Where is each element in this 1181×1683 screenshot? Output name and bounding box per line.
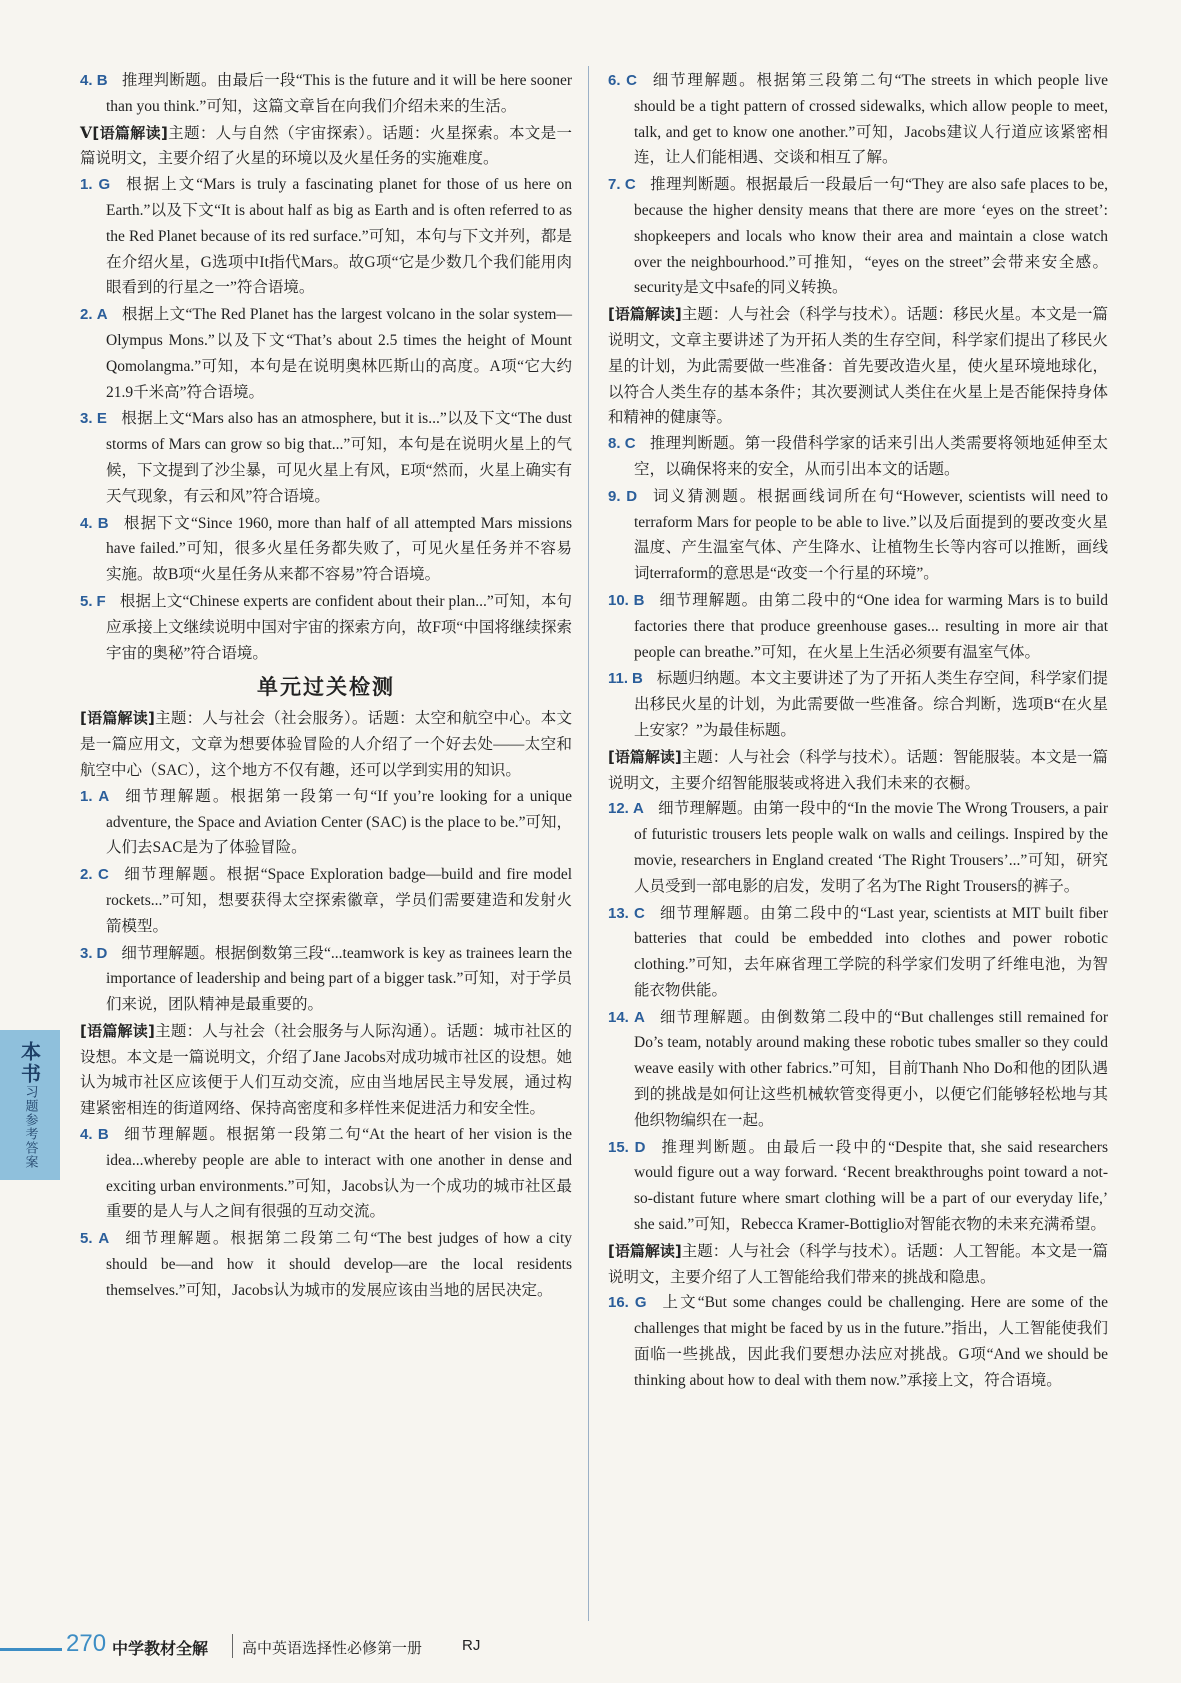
analysis-tag: [语篇解读] xyxy=(92,123,168,142)
explanation-text: 根据下文“Since 1960, more than half of all attempted Mars missions have failed.”可知，很多火星任务都失败了，可见火星任务并不容易实施。故B项“火星任务从来都不容易”符合语境。 xyxy=(106,514,572,584)
explanation-text: 细节理解题。由倒数第二段中的“But challenges still remained for Do’s team, notably around making these robotic tubes smaller so they could weave easily with other fabrics.”可知，目前Thanh Nho Do和他的团队遇到的挑战是如何让这些机械软管变得更小，以便它们能够轻松地与其他织物编织在一起。 xyxy=(634,1008,1109,1129)
question-number: 8. xyxy=(608,435,621,453)
answer-letter: C xyxy=(97,866,109,884)
passage-analysis xyxy=(80,1019,572,1122)
answer-item xyxy=(80,1226,572,1303)
question-number: 4. xyxy=(80,72,93,89)
answer-item xyxy=(80,172,572,301)
answer-item xyxy=(608,1290,1108,1393)
answer-letter: B xyxy=(631,670,643,688)
answer-item xyxy=(80,302,572,405)
explanation-text: 细节理解题。由第二段中的“One idea for warming Mars is to build factories there that produce greenhouse gases... resulting in more air that people can breathe.”可知，在火星上生活必须要有温室气体。 xyxy=(634,591,1109,661)
answer-letter: C xyxy=(624,435,636,453)
question-number: 5. xyxy=(80,592,93,610)
answer-letter: A xyxy=(96,306,108,324)
analysis-tag: [语篇解读] xyxy=(608,747,682,766)
answer-item xyxy=(608,588,1108,665)
explanation-text: 推理判断题。由最后一段“This is the future and it will be here sooner than you think.”可知，这篇文章旨在向我们介绍未来的生活。 xyxy=(106,72,573,115)
answer-item xyxy=(608,431,1108,483)
answer-item xyxy=(608,172,1108,301)
question-number: 2. xyxy=(80,306,93,324)
answer-item xyxy=(80,941,572,1018)
answer-letter: A xyxy=(98,1230,110,1248)
explanation-text: 细节理解题。根据第三段第二句“The streets in which people live should be a tight pattern of crossed sidewalks, which allow people to meet, talk, and get to know one another.”可知，Jacobs建议人行道应该紧密相连，让人们能相遇、交谈和相互了解。 xyxy=(634,72,1108,167)
answer-item xyxy=(80,406,572,509)
passage-analysis xyxy=(608,1239,1108,1291)
question-number: 5. xyxy=(80,1230,93,1248)
explanation-text: 推理判断题。由最后一段中的“Despite that, she said researchers would figure out a way forward. ‘Recent breakthroughs point toward a not-so-distant future where smart clothing will be a part of our everyday life,’ she said.”可知，Rebecca Kramer-Bottiglio对智能衣物的未来充满希望。 xyxy=(634,1138,1108,1234)
question-number: 1. xyxy=(80,787,93,805)
left-column xyxy=(80,68,572,1305)
explanation-text: 根据上文“Chinese experts are confident about their plan...”可知，本句应承接上文继续说明中国对宇宙的探索方向，故F项“中国将继续探索宇宙的奥秘”符合语境。 xyxy=(106,592,573,662)
answer-item xyxy=(608,484,1108,587)
explanation-text: 细节理解题。由第二段中的“Last year, scientists at MIT built fiber batteries that could be embedded into clothes and power robotic clothing.”可知，去年麻省理工学院的科学家们发明了纤维电池，为智能衣物供能。 xyxy=(634,904,1109,999)
answer-item xyxy=(608,666,1108,743)
question-number: 14. xyxy=(608,1008,629,1026)
side-tab-title: 本书 xyxy=(17,1041,42,1085)
answer-letter: F xyxy=(96,592,106,610)
book-edition: RJ xyxy=(462,1637,481,1654)
passage-analysis xyxy=(608,302,1108,431)
answer-item xyxy=(80,862,572,939)
book-title: 中学教材全解 xyxy=(112,1639,209,1658)
answer-letter: A xyxy=(633,800,644,818)
answer-letter: A xyxy=(633,1008,645,1026)
section-heading: 单元过关检测 xyxy=(257,675,395,700)
question-number: 4. xyxy=(80,1126,93,1144)
question-number: 3. xyxy=(80,944,93,962)
analysis-text: 主题：人与社会（社会服务与人际沟通）。话题：城市社区的设想。本文是一篇说明文，介绍了Jane Jacobs对成功城市社区的设想。她认为城市社区应该便于人们互动交流，应由当地居民主导发展，通过构建紧密相连的街道网络、保持高密度和多样性来促进活力和安全性。 xyxy=(80,1022,572,1118)
answer-letter: G xyxy=(98,176,111,194)
question-number: 10. xyxy=(608,591,629,609)
question-number: 12. xyxy=(608,800,629,818)
analysis-text: 主题：人与自然（宇宙探索）。话题：火星探索。本文是一篇说明文，主要介绍了火星的环境以及火星任务的实施难度。 xyxy=(80,124,572,168)
answer-letter: D xyxy=(626,487,638,505)
explanation-text: 推理判断题。根据最后一段最后一句“They are also safe places to be, because the higher density means that there are more ‘eyes on the street’: shopkeepers and locals who know their area and maintain a close watch over the neighbourhood.”可推知，“eyes on the street”会带来安全感。security是文中safe的同义转换。 xyxy=(634,176,1109,297)
passage-analysis xyxy=(80,706,572,783)
explanation-text: 根据上文“Mars also has an atmosphere, but it is...”以及下文“The dust storms of Mars can grow so big that...”可知，本句是在说明火星上的气候，下文提到了沙尘暴，可见火星上有风，E项“然而，火星上确实有天气现象，有云和风”符合语境。 xyxy=(106,410,572,505)
answer-item xyxy=(608,1005,1108,1134)
explanation-text: 细节理解题。根据第一段第一句“If you’re looking for a unique adventure, the Space and Aviation Center (SAC) is the place to be.”可知，人们去SAC是为了体验冒险。 xyxy=(106,787,572,857)
answer-item xyxy=(80,68,572,120)
question-number: 1. xyxy=(80,176,93,194)
answer-letter: D xyxy=(96,944,108,962)
answer-letter: B xyxy=(633,591,645,609)
answer-item xyxy=(80,1122,572,1225)
section-numeral: Ⅴ xyxy=(80,124,93,142)
answer-letter: G xyxy=(634,1294,647,1312)
analysis-text: 主题：人与社会（科学与技术）。话题：智能服装。本文是一篇说明文，主要介绍智能服装或将进入我们未来的衣橱。 xyxy=(608,748,1108,792)
answer-item xyxy=(80,784,572,861)
analysis-tag: [语篇解读] xyxy=(80,1021,155,1040)
answer-item xyxy=(608,68,1108,171)
explanation-text: 细节理解题。根据倒数第三段“...teamwork is key as trainees learn the importance of leadership and being part of a bigger task.”可知，对于学员们来说，团队精神是最重要的。 xyxy=(106,944,572,1014)
page-number: 270 xyxy=(66,1630,107,1657)
question-number: 3. xyxy=(80,410,93,428)
answer-letter: C xyxy=(626,72,638,89)
analysis-tag: [语篇解读] xyxy=(608,1241,682,1260)
answer-letter: D xyxy=(634,1138,646,1156)
answer-letter: A xyxy=(98,787,110,805)
answer-letter: E xyxy=(96,410,107,428)
passage-analysis xyxy=(608,745,1108,797)
answer-letter: C xyxy=(633,904,645,922)
question-number: 7. xyxy=(608,176,621,194)
analysis-text: 主题：人与社会（科学与技术）。话题：移民火星。本文是一篇说明文，文章主要讲述了为开拓人类的生存空间，科学家们提出了移民火星的计划，为此需要做一些准备：首先要改造火星，使火星环境地球化，以符合人类生存的基本条件；其次要测试人类住在火星上是否能保持身体和精神的健康等。 xyxy=(608,306,1108,427)
footer-separator xyxy=(232,1634,233,1658)
question-number: 9. xyxy=(608,487,621,505)
passage-analysis xyxy=(80,121,572,173)
answer-letter: B xyxy=(96,72,108,89)
question-number: 13. xyxy=(608,904,629,922)
answer-item xyxy=(80,511,572,588)
explanation-text: 推理判断题。第一段借科学家的话来引出人类需要将领地延伸至太空，以确保将来的安全，从而引出本文的话题。 xyxy=(634,435,1108,478)
explanation-text: 根据上文“The Red Planet has the largest volcano in the solar system—Olympus Mons.”以及下文“That’s about 2.5 times the height of Mount Qomolangma.”可知，本句是在说明奥林匹斯山的高度。A项“它大约21.9千米高”符合语境。 xyxy=(106,306,572,401)
explanation-text: 上文“But some changes could be challenging. Here are some of the challenges that might be faced by us in the future.”指出，人工智能使我们面临一些挑战，因此我们要想办法应对挑战。G项“And we should be thinking about how to deal with them now.”承接上文，符合语境。 xyxy=(634,1294,1108,1389)
answer-letter: C xyxy=(624,176,636,194)
question-number: 4. xyxy=(80,514,93,532)
question-number: 16. xyxy=(608,1294,629,1312)
footer-rule xyxy=(0,1648,62,1651)
analysis-tag: [语篇解读] xyxy=(608,305,682,324)
explanation-text: 标题归纳题。本文主要讲述了为了开拓人类生存空间，科学家们提出移民火星的计划，为此需要做一些准备。综合判断，选项B“在火星上安家？”为最佳标题。 xyxy=(634,670,1108,739)
analysis-text: 主题：人与社会（社会服务）。话题：太空和航空中心。本文是一篇应用文，文章为想要体验冒险的人介绍了一个好去处——太空和航空中心（SAC），这个地方不仅有趣，还可以学到实用的知识。 xyxy=(80,710,572,779)
question-number: 11. xyxy=(608,670,629,688)
book-subtitle: 高中英语选择性必修第一册 xyxy=(242,1639,423,1657)
explanation-text: 词义猜测题。根据画线词所在句“However, scientists will need to terraform Mars for people to be able to live.”以及后面提到的要改变火星温度、产生温室气体、产生降水、让植物生长等内容可以推断，画线词terraform的意思是“改变一个行星的环境”。 xyxy=(634,487,1109,583)
question-number: 2. xyxy=(80,866,93,884)
answer-item xyxy=(608,796,1108,899)
question-number: 6. xyxy=(608,72,621,89)
side-tab-subtitle: 习题参考答案 xyxy=(22,1085,38,1169)
right-column xyxy=(608,68,1108,1395)
answer-letter: B xyxy=(97,1126,109,1144)
explanation-text: 根据上文“Mars is truly a fascinating planet for those of us here on Earth.”以及下文“It is about half as big as Earth and is often referred to as the Red Planet because of its red surface.”可知，本句与下文并列，都是在介绍火星，G选项中It指代Mars。故G项“它是少数几个我们能用肉眼看到的行星之一”符合语境。 xyxy=(106,176,573,297)
side-tab xyxy=(0,1030,60,1180)
explanation-text: 细节理解题。根据第一段第二句“At the heart of her vision is the idea...whereby people are able to interact with one another in dense and exciting urban environments.”可知，Jacobs认为一个成功的城市社区最重要的是人与人之间有很强的互动交流。 xyxy=(106,1126,572,1221)
question-number: 15. xyxy=(608,1138,629,1156)
answer-item xyxy=(608,901,1108,1004)
answer-letter: B xyxy=(97,514,109,532)
explanation-text: 细节理解题。根据第二段第二句“The best judges of how a city should be—and how it should develop—are the local residents themselves.”可知，Jacobs认为城市的发展应该由当地的居民决定。 xyxy=(106,1230,573,1299)
answer-item xyxy=(80,589,572,666)
explanation-text: 细节理解题。由第一段中的“In the movie The Wrong Trousers, a pair of futuristic trousers lets people walk on walls and ceilings. Inspired by the movie, researchers in England created ‘The Right Trousers’...”可知，研究人员受到一部电影的启发，发明了名为The Right Trousers的裤子。 xyxy=(634,800,1109,895)
answer-item xyxy=(608,1135,1108,1238)
analysis-tag: [语篇解读] xyxy=(80,709,155,728)
explanation-text: 细节理解题。根据“Space Exploration badge—build and fire model rockets...”可知，想要获得太空探索徽章，学员们需要建造和发射火箭模型。 xyxy=(106,866,573,935)
page-footer xyxy=(0,1630,1181,1670)
column-divider xyxy=(588,66,589,1621)
analysis-text: 主题：人与社会（科学与技术）。话题：人工智能。本文是一篇说明文，主要介绍了人工智能给我们带来的挑战和隐患。 xyxy=(608,1242,1108,1286)
